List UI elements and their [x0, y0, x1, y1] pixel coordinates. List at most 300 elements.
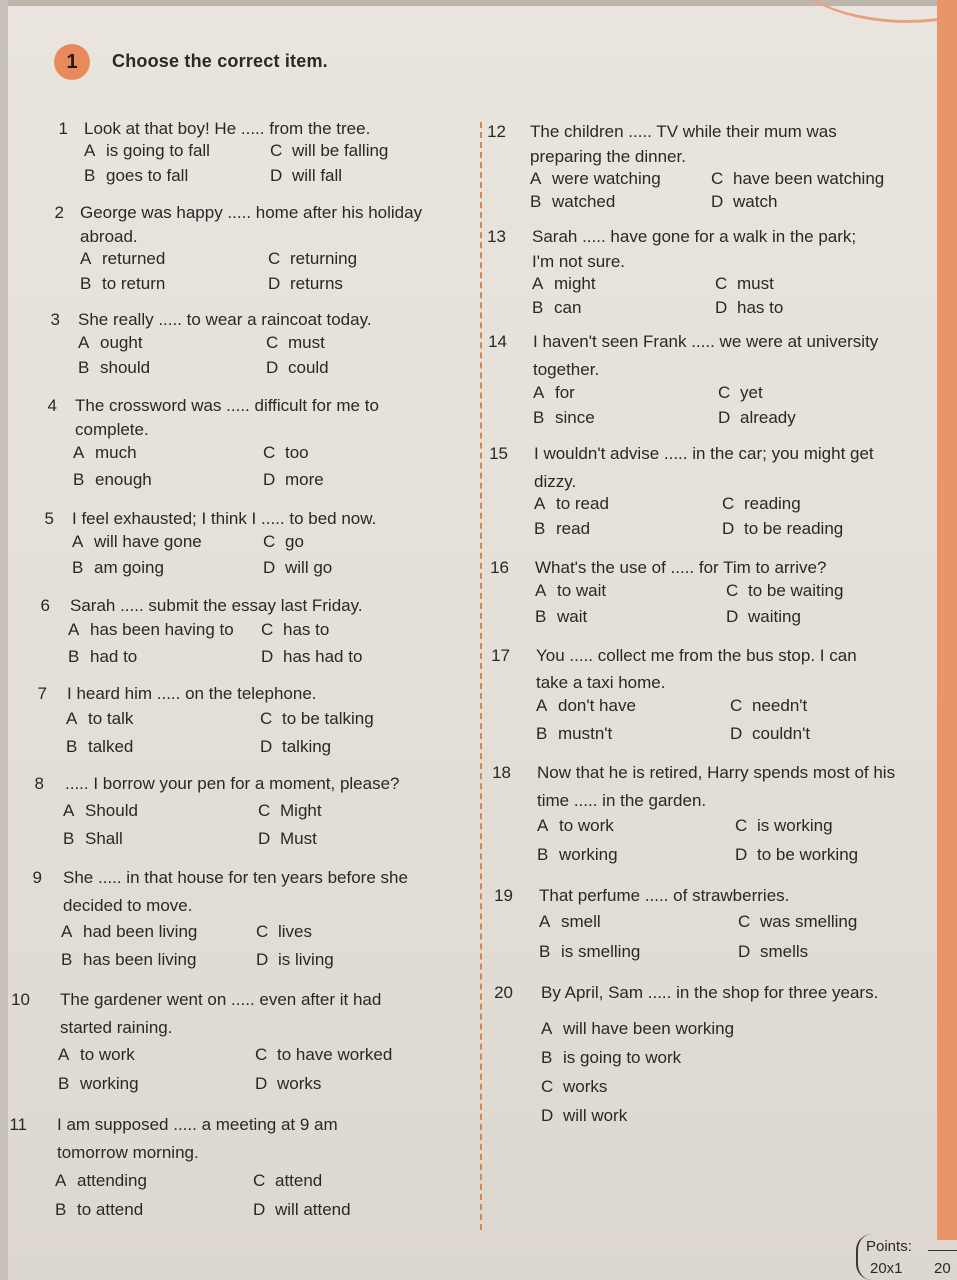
option-text: is going to work — [563, 1048, 682, 1067]
option-letter: B — [78, 358, 90, 377]
option-text: wait — [557, 607, 588, 626]
option-text: has had to — [283, 647, 363, 666]
option-letter: C — [735, 816, 748, 835]
question-stem: You ..... collect me from the bus stop. I can — [536, 646, 857, 665]
option-letter: C — [258, 801, 271, 820]
option-text: mustn't — [558, 724, 613, 743]
question-number: 3 — [50, 310, 60, 329]
points-calculation: 20x1 — [870, 1260, 903, 1277]
option-text: working — [559, 845, 618, 864]
option-letter: A — [63, 801, 75, 820]
option-text: returning — [290, 249, 358, 268]
option-text: couldn't — [752, 724, 811, 743]
option-text: more — [285, 470, 324, 489]
option-text: will go — [285, 558, 333, 577]
answer-option-b[interactable] — [536, 724, 612, 744]
option-text: will be falling — [292, 141, 389, 160]
answer-option-c[interactable] — [541, 1077, 607, 1097]
answer-option-c[interactable] — [726, 581, 843, 601]
question-number: 6 — [40, 596, 50, 615]
answer-option-c[interactable] — [261, 620, 329, 640]
option-text: to talk — [88, 709, 134, 728]
question-stem: I heard him ..... on the telephone. — [67, 684, 317, 703]
answer-option-a[interactable] — [61, 922, 197, 942]
option-text: much — [95, 443, 137, 462]
option-text: will attend — [275, 1200, 351, 1219]
option-letter: D — [718, 408, 731, 427]
option-letter: C — [261, 620, 274, 639]
option-text: read — [556, 519, 591, 538]
question-number: 14 — [488, 332, 507, 351]
answer-option-d[interactable] — [541, 1106, 627, 1126]
answer-option-c[interactable] — [711, 169, 884, 189]
option-text: attending — [77, 1171, 147, 1190]
answer-option-b[interactable] — [537, 845, 618, 865]
option-letter: B — [73, 470, 85, 489]
option-letter: B — [541, 1048, 553, 1067]
option-text: should — [100, 358, 151, 377]
answer-option-b[interactable] — [73, 470, 152, 490]
option-letter: D — [711, 192, 724, 211]
answer-option-d[interactable] — [258, 829, 317, 849]
option-text: to return — [102, 274, 166, 293]
question-stem-continued: I'm not sure. — [532, 252, 626, 271]
option-text: watch — [733, 192, 778, 211]
exercise-title: Choose the correct item. — [112, 51, 328, 71]
points-blank-line — [928, 1250, 957, 1251]
option-text: smells — [760, 942, 809, 961]
option-letter: B — [61, 950, 73, 969]
question-number: 17 — [491, 646, 510, 665]
option-text: to work — [559, 816, 614, 835]
question-stem-continued: preparing the dinner. — [530, 147, 686, 166]
question-stem-continued: dizzy. — [534, 472, 577, 491]
answer-option-b[interactable] — [58, 1074, 139, 1094]
option-text: Might — [280, 801, 322, 820]
answer-option-c[interactable] — [730, 696, 807, 716]
answer-option-d[interactable] — [266, 358, 329, 378]
option-letter: A — [539, 912, 551, 931]
option-letter: D — [258, 829, 271, 848]
question-number: 10 — [11, 990, 30, 1009]
option-letter: D — [726, 607, 739, 626]
option-text: working — [80, 1074, 139, 1093]
option-letter: B — [535, 607, 547, 626]
answer-option-c[interactable] — [715, 274, 774, 294]
answer-option-a[interactable] — [532, 274, 596, 294]
question-stem: George was happy ..... home after his holiday — [80, 203, 423, 222]
option-letter: A — [532, 274, 544, 293]
option-letter: C — [263, 443, 276, 462]
answer-option-a[interactable] — [80, 249, 165, 269]
option-letter: C — [256, 922, 269, 941]
option-text: must — [288, 333, 325, 352]
option-text: is working — [757, 816, 833, 835]
answer-option-b[interactable] — [63, 829, 123, 849]
answer-option-d[interactable] — [726, 607, 801, 627]
question-number: 1 — [58, 119, 68, 138]
question-number: 16 — [490, 558, 509, 577]
option-letter: A — [534, 494, 546, 513]
answer-option-b[interactable] — [535, 607, 587, 627]
answer-option-a[interactable] — [539, 912, 601, 932]
option-letter: C — [253, 1171, 266, 1190]
question-stem: By April, Sam ..... in the shop for three years. — [541, 983, 879, 1002]
option-text: have been watching — [733, 169, 885, 188]
question-stem: The gardener went on ..... even after it had — [60, 990, 382, 1009]
question-stem-continued: complete. — [75, 420, 149, 439]
option-letter: D — [256, 950, 269, 969]
points-label: Points: — [866, 1238, 912, 1255]
answer-option-c[interactable] — [253, 1171, 322, 1191]
points-box — [856, 1234, 957, 1280]
option-letter: C — [738, 912, 751, 931]
option-text: am going — [94, 558, 164, 577]
question-stem-continued: tomorrow morning. — [57, 1143, 199, 1162]
answer-option-d[interactable] — [255, 1074, 321, 1094]
answer-option-c[interactable] — [266, 333, 325, 353]
option-letter: C — [722, 494, 735, 513]
answer-option-a[interactable] — [78, 333, 143, 353]
question-number: 13 — [487, 227, 506, 246]
answer-option-b[interactable] — [78, 358, 150, 378]
option-text: needn't — [752, 696, 808, 715]
question-stem-continued: together. — [533, 360, 600, 379]
answer-option-d[interactable] — [261, 647, 362, 667]
option-text: has to — [283, 620, 330, 639]
option-letter: B — [80, 274, 92, 293]
option-letter: B — [534, 519, 546, 538]
question-stem: The children ..... TV while their mum was — [530, 122, 837, 141]
option-letter: B — [84, 166, 96, 185]
answer-option-a[interactable] — [537, 816, 614, 836]
option-letter: A — [58, 1045, 70, 1064]
option-letter: B — [536, 724, 548, 743]
answer-option-c[interactable] — [735, 816, 833, 836]
option-letter: C — [260, 709, 273, 728]
question-stem: Sarah ..... submit the essay last Friday. — [70, 596, 363, 615]
option-letter: B — [66, 737, 78, 756]
answer-option-d[interactable] — [738, 942, 808, 962]
option-letter: B — [63, 829, 75, 848]
option-letter: D — [541, 1106, 554, 1125]
answer-option-b[interactable] — [61, 950, 196, 970]
question-stem: ..... I borrow your pen for a moment, please? — [65, 774, 400, 793]
option-text: already — [740, 408, 796, 427]
points-total: 20 — [934, 1260, 951, 1277]
answer-option-d[interactable] — [260, 737, 331, 757]
answer-option-c[interactable] — [738, 912, 857, 932]
question-number: 9 — [32, 868, 42, 887]
option-text: go — [285, 532, 304, 551]
option-text: returned — [102, 249, 166, 268]
answer-option-c[interactable] — [268, 249, 357, 269]
option-letter: B — [530, 192, 542, 211]
option-text: can — [554, 298, 582, 317]
option-text: to be waiting — [748, 581, 844, 600]
option-letter: D — [266, 358, 279, 377]
option-letter: D — [263, 470, 276, 489]
option-letter: D — [260, 737, 273, 756]
option-text: talking — [282, 737, 332, 756]
question-stem: I wouldn't advise ..... in the car; you might get — [534, 444, 874, 463]
option-text: goes to fall — [106, 166, 189, 185]
option-letter: A — [541, 1019, 553, 1038]
question-number: 2 — [54, 203, 64, 222]
option-letter: C — [541, 1077, 554, 1096]
answer-option-a[interactable] — [535, 581, 606, 601]
option-text: works — [277, 1074, 322, 1093]
column-divider — [480, 122, 482, 1230]
option-text: for — [555, 383, 575, 402]
option-text: could — [288, 358, 329, 377]
answer-option-b[interactable] — [533, 408, 595, 428]
answer-option-b[interactable] — [68, 647, 137, 667]
answer-option-c[interactable] — [258, 801, 322, 821]
exercise-number-badge: 1 — [54, 44, 90, 80]
question-stem-continued: decided to move. — [63, 896, 193, 915]
option-text: will have gone — [94, 532, 202, 551]
answer-option-c[interactable] — [255, 1045, 392, 1065]
answer-option-a[interactable] — [534, 494, 609, 514]
question-stem: She really ..... to wear a raincoat today. — [78, 310, 372, 329]
answer-option-a[interactable] — [72, 532, 202, 552]
question-number: 5 — [44, 509, 54, 528]
option-letter: C — [726, 581, 739, 600]
answer-option-a[interactable] — [533, 383, 575, 403]
answer-option-b[interactable] — [55, 1200, 143, 1220]
answer-option-d[interactable] — [253, 1200, 351, 1220]
option-letter: A — [72, 532, 84, 551]
answer-option-b[interactable] — [530, 192, 615, 212]
question-number: 7 — [37, 684, 47, 703]
option-text: works — [563, 1077, 608, 1096]
option-text: Shall — [85, 829, 123, 848]
option-text: has to — [737, 298, 784, 317]
option-text: attend — [275, 1171, 323, 1190]
option-letter: A — [530, 169, 542, 188]
question-number: 8 — [34, 774, 44, 793]
answer-option-a[interactable] — [73, 443, 137, 463]
question-stem: She ..... in that house for ten years before she — [63, 868, 408, 887]
question-number: 4 — [47, 396, 57, 415]
option-letter: D — [715, 298, 728, 317]
answer-option-d[interactable] — [730, 724, 810, 744]
answer-option-d[interactable] — [722, 519, 843, 539]
question-stem-continued: time ..... in the garden. — [537, 791, 707, 810]
answer-option-a[interactable] — [66, 709, 133, 729]
option-text: waiting — [748, 607, 801, 626]
answer-option-a[interactable] — [536, 696, 636, 716]
option-letter: C — [263, 532, 276, 551]
answer-option-d[interactable] — [270, 166, 342, 186]
option-letter: A — [84, 141, 96, 160]
option-text: was smelling — [760, 912, 858, 931]
option-text: to read — [556, 494, 609, 513]
option-text: yet — [740, 383, 763, 402]
option-text: must — [737, 274, 774, 293]
option-text: were watching — [552, 169, 661, 188]
answer-option-c[interactable] — [263, 532, 304, 552]
answer-option-a[interactable] — [55, 1171, 147, 1191]
option-text: smell — [561, 912, 601, 931]
answer-option-a[interactable] — [68, 620, 234, 640]
answer-option-d[interactable] — [718, 408, 796, 428]
answer-option-c[interactable] — [256, 922, 312, 942]
option-text: will fall — [292, 166, 343, 185]
option-text: returns — [290, 274, 343, 293]
option-text: will have been working — [563, 1019, 735, 1038]
option-letter: D — [730, 724, 743, 743]
option-text: don't have — [558, 696, 636, 715]
option-letter: B — [532, 298, 544, 317]
option-letter: A — [73, 443, 85, 462]
answer-option-b[interactable] — [532, 298, 581, 318]
option-text: Should — [85, 801, 138, 820]
option-letter: A — [537, 816, 549, 835]
question-number: 19 — [494, 886, 513, 905]
option-letter: B — [539, 942, 551, 961]
option-text: watched — [552, 192, 616, 211]
answer-option-a[interactable] — [84, 141, 210, 161]
option-text: has been having to — [90, 620, 234, 639]
option-text: is going to fall — [106, 141, 210, 160]
answer-option-c[interactable] — [260, 709, 374, 729]
option-text: ought — [100, 333, 143, 352]
answer-option-d[interactable] — [711, 192, 777, 212]
option-letter: A — [55, 1171, 67, 1190]
option-text: talked — [88, 737, 134, 756]
option-letter: C — [270, 141, 283, 160]
option-letter: D — [735, 845, 748, 864]
answer-option-d[interactable] — [256, 950, 334, 970]
answer-option-b[interactable] — [539, 942, 640, 962]
question-stem: The crossword was ..... difficult for me to — [75, 396, 379, 415]
question-stem: Now that he is retired, Harry spends most of his — [537, 763, 896, 782]
option-letter: C — [718, 383, 731, 402]
answer-option-a[interactable] — [530, 169, 661, 189]
option-text: to attend — [77, 1200, 144, 1219]
option-letter: B — [537, 845, 549, 864]
option-letter: C — [711, 169, 724, 188]
question-stem-continued: abroad. — [80, 227, 138, 246]
option-text: is living — [278, 950, 334, 969]
option-text: to be talking — [282, 709, 374, 728]
option-text: lives — [278, 922, 313, 941]
option-text: since — [555, 408, 595, 427]
question-number: 18 — [492, 763, 511, 782]
option-text: to wait — [557, 581, 607, 600]
option-letter: D — [261, 647, 274, 666]
answer-option-a[interactable] — [541, 1019, 734, 1039]
option-text: to be working — [757, 845, 859, 864]
option-text: too — [285, 443, 309, 462]
question-number: 15 — [489, 444, 508, 463]
option-letter: C — [255, 1045, 268, 1064]
question-stem: Sarah ..... have gone for a walk in the park; — [532, 227, 857, 246]
answer-option-a[interactable] — [63, 801, 138, 821]
option-letter: C — [730, 696, 743, 715]
answer-option-c[interactable] — [722, 494, 801, 514]
answer-option-d[interactable] — [268, 274, 343, 294]
option-text: might — [554, 274, 596, 293]
question-stem-continued: started raining. — [60, 1018, 173, 1037]
answer-option-c[interactable] — [263, 443, 309, 463]
option-letter: A — [66, 709, 78, 728]
answer-option-c[interactable] — [718, 383, 763, 403]
answer-option-b[interactable] — [84, 166, 188, 186]
option-letter: B — [68, 647, 80, 666]
option-letter: C — [268, 249, 281, 268]
option-letter: A — [61, 922, 73, 941]
question-number: 11 — [9, 1115, 27, 1134]
option-letter: D — [268, 274, 281, 293]
answer-option-a[interactable] — [58, 1045, 135, 1065]
page-edge-left — [0, 0, 8, 1280]
option-letter: D — [722, 519, 735, 538]
option-text: had to — [90, 647, 138, 666]
answer-option-b[interactable] — [541, 1048, 681, 1068]
question-stem: I haven't seen Frank ..... we were at university — [533, 332, 879, 351]
option-letter: C — [715, 274, 728, 293]
answer-option-d[interactable] — [263, 470, 324, 490]
answer-option-b[interactable] — [80, 274, 165, 294]
question-stem-continued: take a taxi home. — [536, 673, 666, 692]
question-stem: Look at that boy! He ..... from the tree. — [84, 119, 371, 138]
answer-option-c[interactable] — [270, 141, 388, 161]
question-stem: That perfume ..... of strawberries. — [539, 886, 790, 905]
answer-option-b[interactable] — [66, 737, 133, 757]
question-stem: I am supposed ..... a meeting at 9 am — [57, 1115, 338, 1134]
option-text: will work — [563, 1106, 628, 1125]
option-text: reading — [744, 494, 801, 513]
option-text: to be reading — [744, 519, 844, 538]
option-text: has been living — [83, 950, 197, 969]
option-letter: B — [55, 1200, 67, 1219]
option-text: is smelling — [561, 942, 641, 961]
answer-option-b[interactable] — [72, 558, 164, 578]
question-stem: What's the use of ..... for Tim to arrive? — [535, 558, 827, 577]
option-letter: A — [78, 333, 90, 352]
option-letter: A — [536, 696, 548, 715]
option-letter: B — [72, 558, 84, 577]
question-number: 20 — [494, 983, 513, 1002]
answer-option-b[interactable] — [534, 519, 590, 539]
option-letter: D — [263, 558, 276, 577]
option-letter: A — [533, 383, 545, 402]
option-letter: D — [738, 942, 751, 961]
orange-side-strip — [937, 0, 957, 1240]
option-text: Must — [280, 829, 317, 848]
option-letter: B — [58, 1074, 70, 1093]
option-letter: D — [270, 166, 283, 185]
option-text: had been living — [83, 922, 198, 941]
option-letter: B — [533, 408, 545, 427]
option-text: to have worked — [277, 1045, 393, 1064]
option-letter: D — [255, 1074, 268, 1093]
option-letter: A — [80, 249, 92, 268]
option-text: to work — [80, 1045, 135, 1064]
question-stem: I feel exhausted; I think I ..... to bed now. — [72, 509, 377, 528]
option-letter: C — [266, 333, 279, 352]
option-letter: A — [535, 581, 547, 600]
answer-option-d[interactable] — [715, 298, 783, 318]
answer-option-d[interactable] — [263, 558, 332, 578]
option-letter: A — [68, 620, 80, 639]
question-number: 12 — [487, 122, 506, 141]
answer-option-d[interactable] — [735, 845, 858, 865]
option-text: enough — [95, 470, 152, 489]
